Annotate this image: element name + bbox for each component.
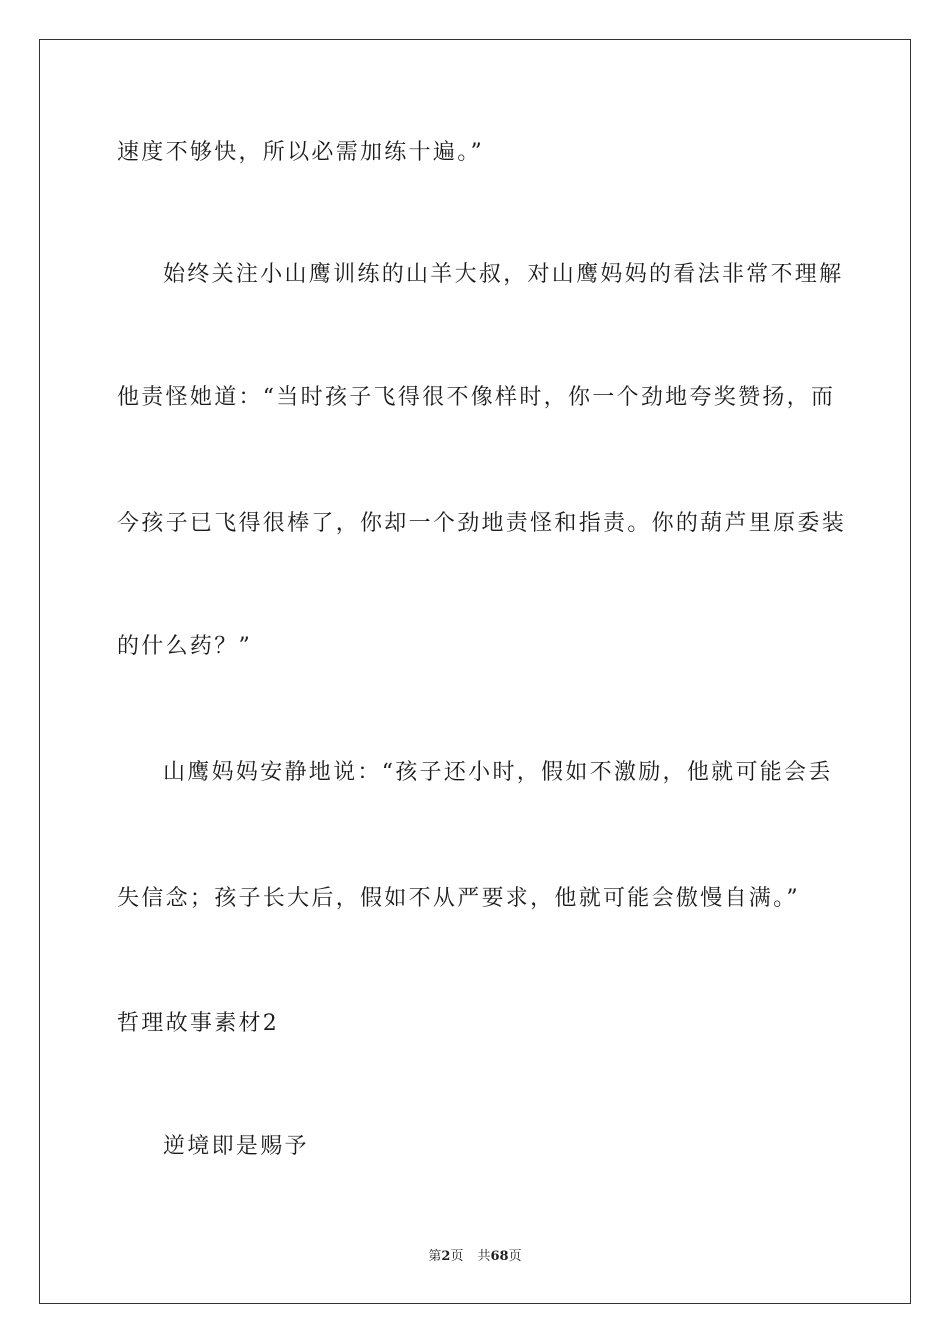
- paragraph-line: 山鹰妈妈安静地说：“孩子还小时，假如不激励，他就可能会丢: [163, 760, 833, 785]
- paragraph-line: 始终关注小山鹰训练的山羊大叔，对山鹰妈妈的看法非常不理解: [163, 262, 844, 287]
- footer-page-number: 2: [441, 1249, 451, 1264]
- story-title: 逆境即是赐予: [163, 1134, 309, 1159]
- footer-page-prefix: 第: [428, 1249, 442, 1264]
- paragraph-line: 他责怪她道：“当时孩子飞得很不像样时，你一个劲地夸奖赞扬，而: [117, 385, 836, 410]
- page-frame: [39, 39, 911, 1304]
- paragraph-line: 失信念；孩子长大后，假如不从严要求，他就可能会傲慢自满。”: [117, 886, 800, 911]
- paragraph-line: 今孩子已飞得很棒了，你却一个劲地责怪和指责。你的葫芦里原委装: [117, 511, 847, 536]
- footer-page-suffix: 页: [450, 1249, 464, 1264]
- page-footer: [0, 1248, 950, 1266]
- footer-total-prefix: 共: [477, 1249, 491, 1264]
- footer-total-pages: 68: [490, 1249, 509, 1264]
- paragraph-line: 的什么药？”: [117, 634, 253, 659]
- paragraph-line: 速度不够快，所以必需加练十遍。”: [117, 140, 485, 165]
- section-heading: 哲理故事素材2: [117, 1011, 280, 1036]
- footer-total-suffix: 页: [508, 1249, 522, 1264]
